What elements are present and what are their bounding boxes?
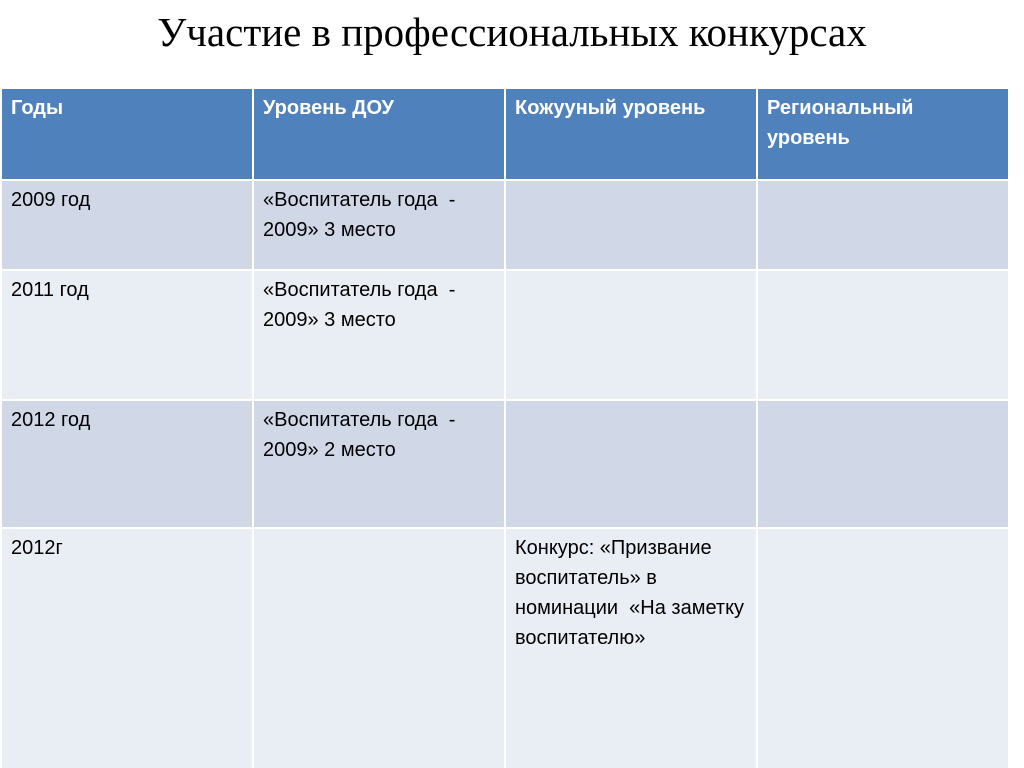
table-row [1,528,1009,768]
cell-dou [253,528,505,768]
cell-kozhuun [505,270,757,400]
cell-kozhuun: Конкурс: «Призвание воспитатель» в номинации «На заметку воспитателю» [505,528,757,768]
cell-regional [757,270,1009,400]
table-row [1,270,1009,400]
cell-kozhuun [505,400,757,528]
table-header-row [1,88,1009,180]
cell-regional [757,400,1009,528]
competitions-table [0,87,1010,768]
cell-regional [757,528,1009,768]
cell-dou: «Воспитатель года - 2009» 2 место [253,400,505,528]
header-years: Годы [1,88,253,180]
header-kozhuun-level: Кожууный уровень [505,88,757,180]
cell-kozhuun [505,180,757,270]
cell-year: 2011 год [1,270,253,400]
cell-year: 2012 год [1,400,253,528]
table-row [1,400,1009,528]
slide-title: Участие в профессиональных конкурсах [157,9,867,55]
header-dou-level: Уровень ДОУ [253,88,505,180]
cell-dou: «Воспитатель года - 2009» 3 место [253,270,505,400]
cell-year: 2012г [1,528,253,768]
cell-regional [757,180,1009,270]
cell-dou: «Воспитатель года - 2009» 3 место [253,180,505,270]
header-regional-level: Региональный уровень [757,88,1009,180]
cell-year: 2009 год [1,180,253,270]
table-row [1,180,1009,270]
